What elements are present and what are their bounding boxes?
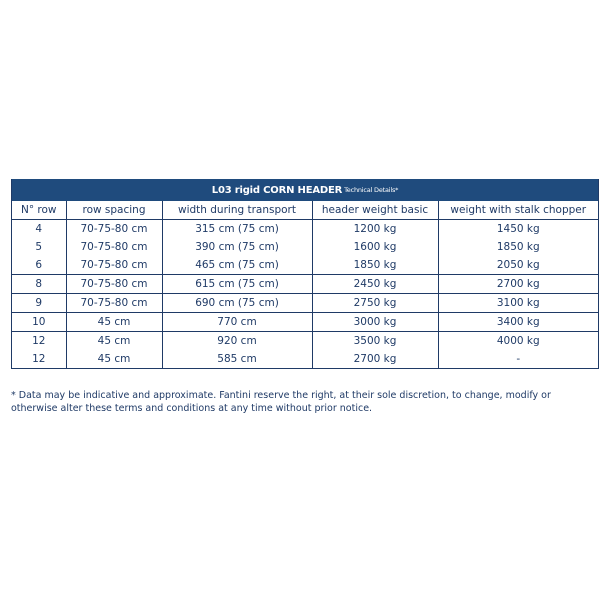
cell-width: 585 cm — [162, 350, 312, 369]
col-header-width: width during transport — [162, 201, 312, 220]
cell-spacing: 70-75-80 cm — [66, 256, 162, 275]
table-row — [12, 220, 598, 239]
table-row — [12, 256, 598, 275]
cell-n-row: 12 — [12, 350, 66, 369]
cell-weight-chopper: - — [438, 350, 598, 369]
cell-weight-chopper: 1850 kg — [438, 238, 598, 256]
cell-width: 465 cm (75 cm) — [162, 256, 312, 275]
cell-weight-chopper: 2700 kg — [438, 275, 598, 294]
cell-spacing: 70-75-80 cm — [66, 275, 162, 294]
header-row — [12, 201, 598, 220]
cell-width: 920 cm — [162, 332, 312, 351]
table-row — [12, 332, 598, 351]
cell-n-row: 5 — [35, 241, 43, 253]
col-header-row-spacing: row spacing — [66, 201, 162, 220]
col-header-n-row: N° row — [12, 201, 66, 220]
table-subtitle: Technical Details* — [344, 186, 399, 194]
spec-table-container — [11, 179, 599, 369]
cell-spacing: 45 cm — [66, 350, 162, 369]
col-header-weight-chopper: weight with stalk chopper — [438, 201, 598, 220]
cell-weight-basic: 2450 kg — [312, 275, 438, 294]
cell-spacing: 70-75-80 cm — [66, 238, 162, 256]
cell-width: 770 cm — [162, 313, 312, 332]
col-header-weight-basic: header weight basic — [312, 201, 438, 220]
cell-n-row: 12 — [12, 332, 66, 351]
table-row — [12, 294, 598, 313]
table-row — [12, 275, 598, 294]
table-title: L03 rigid CORN HEADER — [211, 184, 343, 196]
cell-weight-chopper: 1450 kg — [438, 220, 598, 239]
cell-weight-chopper: 4000 kg — [438, 332, 598, 351]
spec-table — [12, 201, 598, 369]
cell-weight-chopper: 2050 kg — [438, 256, 598, 275]
cell-spacing: 70-75-80 cm — [66, 294, 162, 313]
cell-n-row: 4 — [35, 223, 43, 235]
table-row — [12, 313, 598, 332]
cell-width: 690 cm (75 cm) — [162, 294, 312, 313]
footnote: * Data may be indicative and approximate. Fantini reserve the right, at their sole discretion, to change, modify or otherwise alter these terms and conditions at any time without prior notice. — [11, 390, 551, 414]
cell-width: 615 cm (75 cm) — [162, 275, 312, 294]
cell-weight-chopper: 3100 kg — [438, 294, 598, 313]
table-row — [12, 350, 598, 369]
table-title-bar — [12, 179, 598, 201]
cell-n-row: 10 — [12, 313, 66, 332]
cell-weight-basic: 1850 kg — [312, 256, 438, 275]
cell-weight-basic: 1600 kg — [312, 238, 438, 256]
cell-weight-basic: 3000 kg — [312, 313, 438, 332]
cell-n-row: 9 — [12, 294, 66, 313]
cell-weight-basic: 3500 kg — [312, 332, 438, 351]
cell-weight-basic: 2750 kg — [312, 294, 438, 313]
cell-spacing: 45 cm — [66, 313, 162, 332]
cell-weight-chopper: 3400 kg — [438, 313, 598, 332]
cell-weight-basic: 1200 kg — [312, 220, 438, 239]
cell-n-row: 8 — [12, 275, 66, 294]
table-row — [12, 238, 598, 256]
cell-width: 315 cm (75 cm) — [162, 220, 312, 239]
cell-width: 390 cm (75 cm) — [162, 238, 312, 256]
cell-spacing: 45 cm — [66, 332, 162, 351]
cell-spacing: 70-75-80 cm — [66, 220, 162, 239]
cell-weight-basic: 2700 kg — [312, 350, 438, 369]
cell-n-row: 6 — [35, 259, 43, 271]
